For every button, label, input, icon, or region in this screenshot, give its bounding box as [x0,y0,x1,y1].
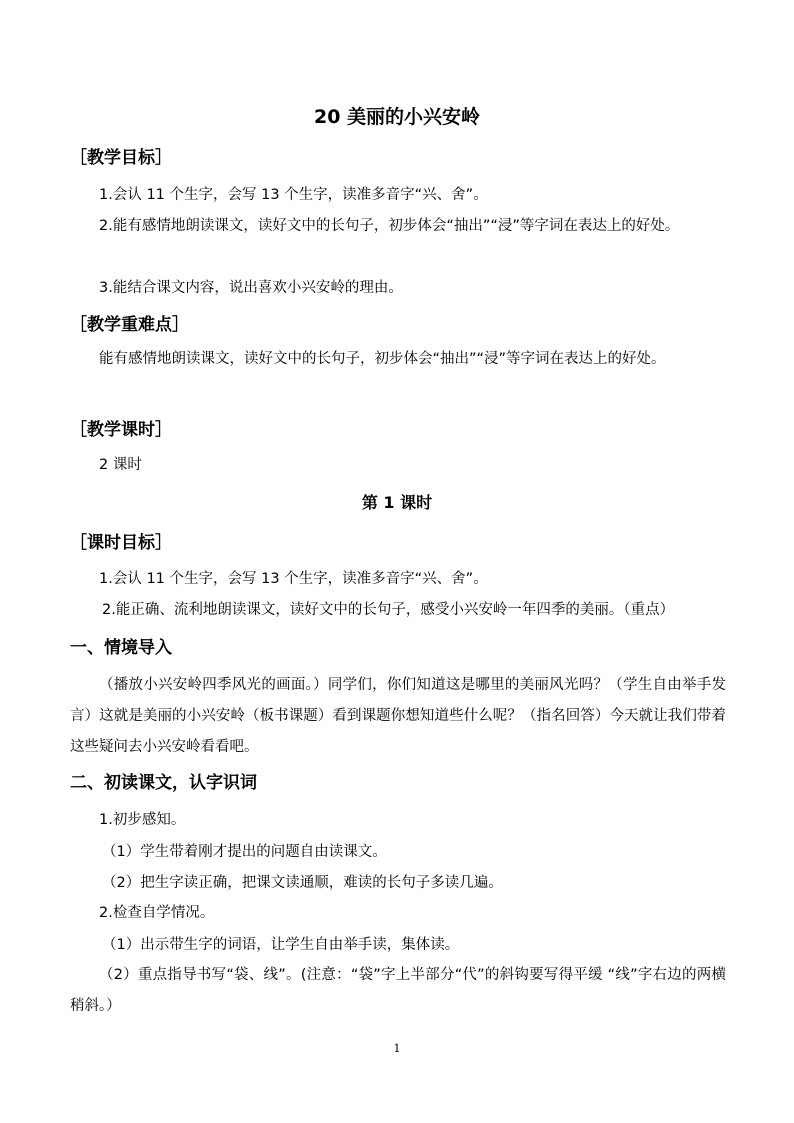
objective-item-2: 2.能有感情地朗读课文，读好文中的长句子，初步体会“抽出”“浸”等字词在表达上的好处。 [99,218,680,234]
step-2: 2.检查自学情况。 [99,905,215,921]
step-1-a: （1）学生带着刚才提出的问题自由读课文。 [102,844,387,860]
lesson-goal-1: 1.会认 11 个生字，会写 13 个生字，读准多音字“兴、舍”。 [99,571,488,587]
step-1-b: （2）把生字读正确，把课文读通顺，难读的长句子多读几遍。 [102,875,503,891]
step-2-b: （2）重点指导书写“袋、线”。(注意：“袋”字上半部分“代”的斜钩要写得平缓 “线”字右边的两横稍斜。） [70,967,726,1014]
section-2-heading: 二、初读课文，认字识词 [70,773,257,793]
lesson-1-title: 第 1 课时 [361,493,433,512]
lesson-goals-heading: ［课时目标］ [70,533,172,553]
periods-text: 2 课时 [99,457,142,473]
key-points-heading: ［教学重难点］ [70,315,189,335]
section-1-heading: 一、情境导入 [70,638,172,658]
key-points-text: 能有感情地朗读课文，读好文中的长句子，初步体会“抽出”“浸”等字词在表达上的好处。 [99,351,666,367]
objective-item-1: 1.会认 11 个生字，会写 13 个生字，读准多音字“兴、舍”。 [99,187,488,203]
periods-heading: ［教学课时］ [70,420,172,440]
section-1-text: （播放小兴安岭四季风光的画面。）同学们，你们知道这是哪里的美丽风光吗？（学生自由举手发言）这就是美丽的小兴安岭（板书课题）看到课题你想知道些什么呢？（指名回答）今天就让我们带着这些疑问去小兴安岭看看吧。 [70,677,726,755]
step-1: 1.初步感知。 [99,812,186,828]
objective-item-3: 3.能结合课文内容，说出喜欢小兴安岭的理由。 [99,280,403,296]
step-2-a: （1）出示带生字的词语，让学生自由举手读，集体读。 [102,937,460,953]
page-number: 1 [393,1042,401,1055]
objectives-heading: ［教学目标］ [70,148,172,168]
document-title: 20 美丽的小兴安岭 [313,106,481,128]
lesson-goal-2: 2.能正确、流利地朗读课文，读好文中的长句子，感受小兴安岭一年四季的美丽。（重点） [102,602,675,618]
